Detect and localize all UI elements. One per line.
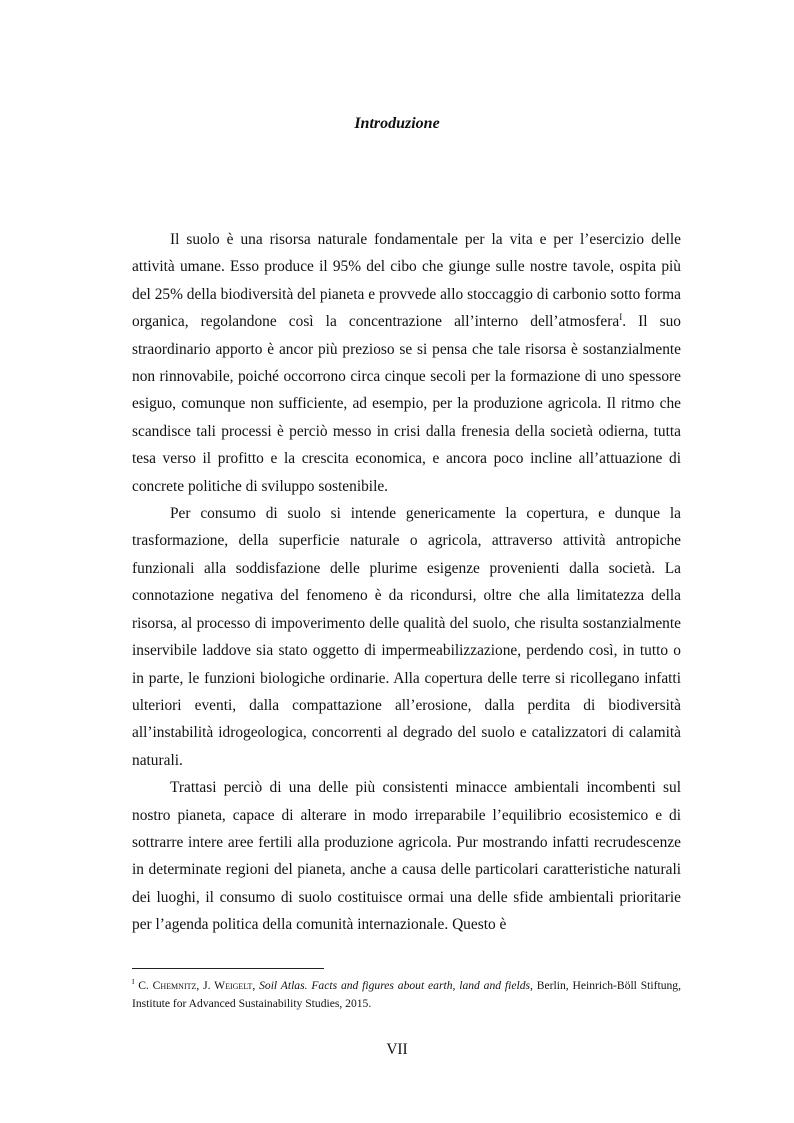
footnote (132, 977, 681, 1013)
paragraph-2: Per consumo di suolo si intende genericamente la copertura, e dunque la trasformazione, della superficie naturale o agricola, attraverso attività antropiche funzionali alla soddisfazione delle plurime esigenze provenienti dalla società. La connotazione negativa del fenomeno è da ricondursi, oltre che alla limitatezza della risorsa, al processo di impoverimento delle qualità del suolo, che risulta sostanzialmente inservibile laddove sia stato oggetto di impermeabilizzazione, perdendo così, in tutto o in parte, le funzioni biologiche ordinarie. Alla copertura delle terre si ricollegano infatti ulteriori eventi, dalla compattazione all’erosione, dalla perdita di biodiversità all’instabilità idrogeologica, concorrenti al degrado del suolo e catalizzatori di calamità naturali. (132, 505, 681, 769)
page-number: VII (386, 1041, 408, 1058)
footnote-work-title: Soil Atlas. Facts and figures about earth, land and fields, (259, 979, 533, 992)
body-text (132, 226, 681, 939)
footnote-authors: C. Chemnitz, J. Weigelt, (138, 979, 256, 992)
footnote-separator (132, 968, 324, 969)
footnote-mark: I (132, 978, 135, 987)
paragraph-1-text: Il suolo è una risorsa naturale fondamentale per la vita e per l’esercizio delle attività umane. Esso produce il 95% del cibo che giunge sulle nostre tavole, ospita più del 25% della biodiversità del pianeta e provvede allo stoccaggio di carbonio sotto forma organica, regolandone così la concentrazione all’interno dell’atmosfera (132, 231, 681, 331)
footnote-reference[interactable]: I (619, 312, 623, 323)
paragraph-1-text-continued: . Il suo straordinario apporto è ancor più prezioso se si pensa che tale risorsa è sostanzialmente non rinnovabile, poiché occorrono circa cinque secoli per la formazione di uno spessore esiguo, comunque non sufficiente, ad esempio, per la produzione agricola. Il ritmo che scandisce tali processi è perciò messo in crisi dalla frenesia della società odierna, tutta tesa verso il profitto e la crescita economica, e ancora poco incline all’attuazione di concrete politiche di sviluppo sostenibile. (132, 313, 681, 495)
paragraph-3: Trattasi perciò di una delle più consistenti minacce ambientali incombenti sul nostro pianeta, capace di alterare in modo irreparabile l’equilibrio ecosistemico e di sottrarre intere aree fertili alla produzione agricola. Pur mostrando infatti recrudescenze in determinate regioni del pianeta, anche a causa delle particolari caratteristiche naturali dei luoghi, il consumo di suolo costituisce ormai una delle sfide ambientali prioritarie per l’agenda politica della comunità internazionale. Questo è (132, 779, 681, 934)
page-title: Introduzione (354, 115, 440, 132)
footnote-publication: Berlin, Heinrich-Böll Stiftung, Institute for Advanced Sustainability Studies, 2015. (132, 979, 681, 1010)
paragraph-1 (132, 226, 681, 500)
